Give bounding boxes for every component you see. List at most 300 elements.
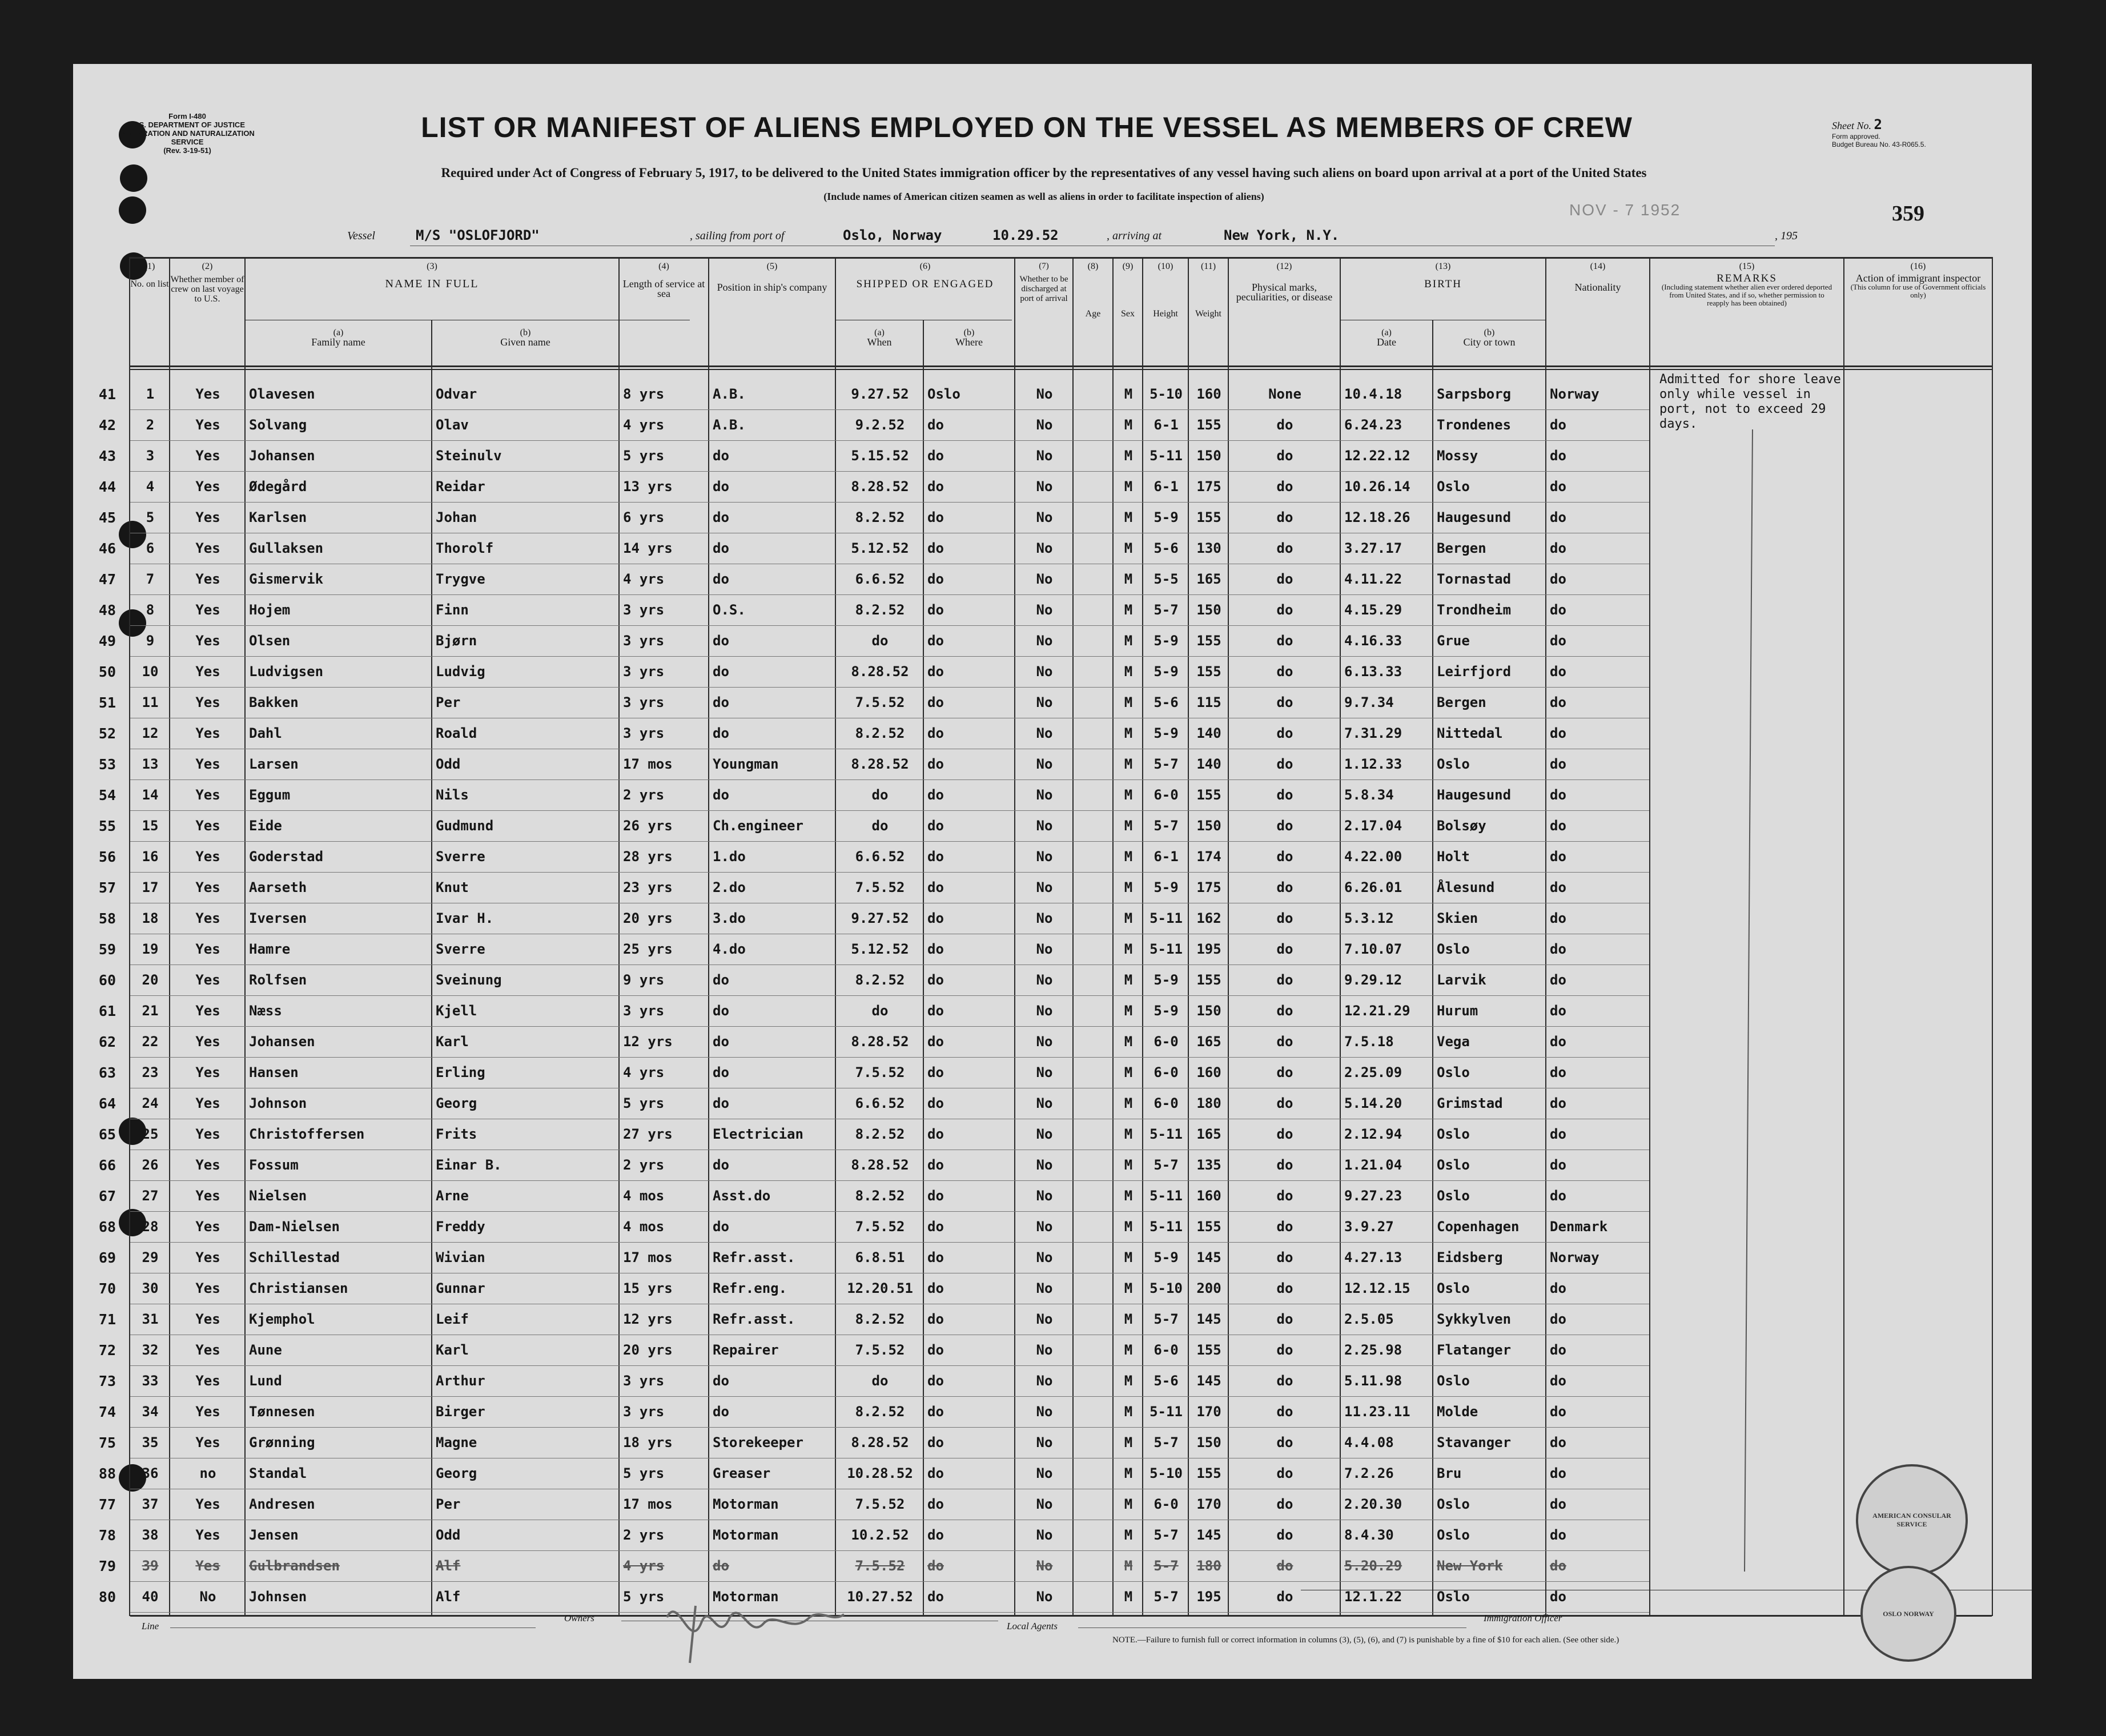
sailing-date: 10.29.52 xyxy=(992,227,1059,243)
cell-giv: Wivian xyxy=(436,1249,485,1265)
cell-wt: 135 xyxy=(1196,1157,1221,1173)
cell-prev: Yes xyxy=(195,1034,220,1050)
cell-bdate: 5.8.34 xyxy=(1344,787,1394,803)
cell-where: do xyxy=(927,1434,944,1450)
cell-where: do xyxy=(927,1003,944,1019)
cell-no: 29 xyxy=(142,1249,159,1265)
cell-no: 37 xyxy=(142,1496,159,1512)
cell-dis: No xyxy=(1036,509,1053,525)
col-12-header: (12) Physical marks, peculiarities, or disease xyxy=(1236,262,1333,303)
cell-giv: Magne xyxy=(436,1434,477,1450)
cell-giv: Birger xyxy=(436,1404,485,1420)
cell-fam: Ludvigsen xyxy=(249,664,324,680)
cell-nat: do xyxy=(1550,417,1566,433)
cell-marks: do xyxy=(1276,1434,1293,1450)
cell-ht: 5-9 xyxy=(1154,1249,1179,1265)
cell-wt: 145 xyxy=(1196,1527,1221,1543)
cell-dis: No xyxy=(1036,1527,1053,1543)
cell-fam: Gismervik xyxy=(249,571,324,587)
cell-nat: do xyxy=(1550,787,1566,803)
footer-line-label: Line xyxy=(142,1621,159,1631)
cell-fam: Olavesen xyxy=(249,386,315,402)
cell-nat: do xyxy=(1550,1034,1566,1050)
cell-prev: Yes xyxy=(195,602,220,618)
cell-prev: Yes xyxy=(195,818,220,834)
cell-svc: 23 yrs xyxy=(623,879,673,895)
cell-sex: M xyxy=(1124,1465,1133,1481)
cell-marks: do xyxy=(1276,571,1293,587)
cell-no: 23 xyxy=(142,1064,159,1080)
crew-row xyxy=(73,1088,2032,1119)
cell-city: Ålesund xyxy=(1437,879,1495,895)
cell-sex: M xyxy=(1124,1188,1133,1204)
cell-no: 21 xyxy=(142,1003,159,1019)
cell-nat: do xyxy=(1550,1496,1566,1512)
cell-dis: No xyxy=(1036,1342,1053,1358)
cell-ht: 5-10 xyxy=(1150,386,1183,402)
cell-pos: 4.do xyxy=(713,941,746,957)
cell-pos: 1.do xyxy=(713,849,746,865)
cell-fam: Larsen xyxy=(249,756,299,772)
cell-bdate: 2.5.05 xyxy=(1344,1311,1394,1327)
cell-prev: Yes xyxy=(195,1219,220,1235)
cell-pos: do xyxy=(713,725,729,741)
crew-row xyxy=(73,1335,2032,1366)
cell-where: do xyxy=(927,910,944,926)
cell-when: 7.5.52 xyxy=(855,694,905,710)
cell-when: 8.2.52 xyxy=(855,725,905,741)
cell-sex: M xyxy=(1124,417,1133,433)
cell-no: 26 xyxy=(142,1157,159,1173)
col-2-header: (2) Whether member of crew on last voyage to U.S. xyxy=(170,262,244,304)
cell-ht: 6-0 xyxy=(1154,1342,1179,1358)
cell-bdate: 10.4.18 xyxy=(1344,386,1402,402)
crew-row xyxy=(73,1058,2032,1088)
cell-sex: M xyxy=(1124,910,1133,926)
margin-line-number: 72 xyxy=(98,1342,116,1359)
cell-wt: 155 xyxy=(1196,1465,1221,1481)
cell-marks: do xyxy=(1276,787,1293,803)
cell-city: Oslo xyxy=(1437,1188,1470,1204)
cell-nat: do xyxy=(1550,818,1566,834)
cell-ht: 5-9 xyxy=(1154,1003,1179,1019)
cell-dis: No xyxy=(1036,1064,1053,1080)
cell-nat: do xyxy=(1550,1342,1566,1358)
cell-pos: do xyxy=(713,1404,729,1420)
vessel-line: Vessel M/S "OSLOFJORD" , sailing from port of Oslo, Norway 10.29.52 , arriving at New York, N.Y. , 195 xyxy=(347,227,1798,243)
cell-sex: M xyxy=(1124,818,1133,834)
cell-city: Sarpsborg xyxy=(1437,386,1512,402)
col-6a-header: (a) When xyxy=(867,328,892,348)
margin-line-number: 61 xyxy=(98,1003,116,1019)
crew-row xyxy=(73,626,2032,657)
cell-dis: No xyxy=(1036,417,1053,433)
cell-marks: do xyxy=(1276,1157,1293,1173)
cell-bdate: 11.23.11 xyxy=(1344,1404,1410,1420)
cell-no: 11 xyxy=(142,694,159,710)
cell-giv: Gunnar xyxy=(436,1280,485,1296)
cell-svc: 2 yrs xyxy=(623,1527,665,1543)
cell-bdate: 1.12.33 xyxy=(1344,756,1402,772)
cell-dis: No xyxy=(1036,787,1053,803)
cell-marks: do xyxy=(1276,879,1293,895)
cell-fam: Dahl xyxy=(249,725,282,741)
cell-giv: Georg xyxy=(436,1465,477,1481)
crew-row xyxy=(73,441,2032,472)
vessel-name: M/S "OSLOFJORD" xyxy=(416,227,540,243)
cell-sex: M xyxy=(1124,1527,1133,1543)
cell-pos: do xyxy=(713,972,729,988)
cell-no: 25 xyxy=(142,1126,159,1142)
cell-giv: Georg xyxy=(436,1095,477,1111)
cell-marks: do xyxy=(1276,1465,1293,1481)
cell-when: 8.2.52 xyxy=(855,1404,905,1420)
cell-ht: 5-10 xyxy=(1150,1280,1183,1296)
cell-dis: No xyxy=(1036,1034,1053,1050)
cell-where: do xyxy=(927,941,944,957)
cell-giv: Karl xyxy=(436,1342,469,1358)
crew-row xyxy=(73,1489,2032,1520)
margin-line-number: 47 xyxy=(98,571,116,588)
cell-nat: do xyxy=(1550,1126,1566,1142)
cell-dis: No xyxy=(1036,602,1053,618)
crew-row xyxy=(73,688,2032,718)
cell-nat: do xyxy=(1550,1064,1566,1080)
cell-sex: M xyxy=(1124,1373,1133,1389)
margin-line-number: 74 xyxy=(98,1404,116,1420)
cell-when: 9.2.52 xyxy=(855,417,905,433)
cell-ht: 5-10 xyxy=(1150,1465,1183,1481)
col-3a-header: (a) Family name xyxy=(311,328,365,348)
cell-sex: M xyxy=(1124,633,1133,649)
cell-fam: Kjemphol xyxy=(249,1311,315,1327)
cell-pos: do xyxy=(713,1373,729,1389)
cell-ht: 5-7 xyxy=(1154,1311,1179,1327)
cell-where: do xyxy=(927,1188,944,1204)
cell-svc: 4 yrs xyxy=(623,1064,665,1080)
cell-fam: Gulbrandsen xyxy=(249,1558,340,1574)
cell-nat: do xyxy=(1550,633,1566,649)
cell-sex: M xyxy=(1124,540,1133,556)
cell-ht: 5-9 xyxy=(1154,664,1179,680)
cell-fam: Christiansen xyxy=(249,1280,348,1296)
cell-city: Oslo xyxy=(1437,1126,1470,1142)
cell-when: do xyxy=(871,787,889,803)
cell-dis: No xyxy=(1036,1188,1053,1204)
cell-prev: Yes xyxy=(195,448,220,464)
cell-marks: do xyxy=(1276,756,1293,772)
cell-dis: No xyxy=(1036,540,1053,556)
cell-svc: 4 mos xyxy=(623,1188,665,1204)
cell-giv: Roald xyxy=(436,725,477,741)
crew-row xyxy=(73,934,2032,965)
cell-where: do xyxy=(927,787,944,803)
cell-bdate: 7.10.07 xyxy=(1344,941,1402,957)
cell-city: Bru xyxy=(1437,1465,1462,1481)
sheet-number-block: Sheet No. 2 Form approved. Budget Bureau No. 43-R065.5. xyxy=(1832,116,1926,148)
cell-nat: do xyxy=(1550,756,1566,772)
cell-when: 8.2.52 xyxy=(855,1311,905,1327)
cell-ht: 5-6 xyxy=(1154,694,1179,710)
cell-no: 34 xyxy=(142,1404,159,1420)
cell-bdate: 5.20.29 xyxy=(1344,1558,1402,1574)
cell-nat: Norway xyxy=(1550,386,1599,402)
cell-svc: 12 yrs xyxy=(623,1311,673,1327)
cell-sex: M xyxy=(1124,1404,1133,1420)
cell-when: 8.28.52 xyxy=(851,1034,909,1050)
cell-giv: Arthur xyxy=(436,1373,485,1389)
crew-row xyxy=(73,842,2032,873)
crew-row xyxy=(73,503,2032,533)
cell-pos: do xyxy=(713,509,729,525)
cell-bdate: 10.26.14 xyxy=(1344,479,1410,495)
cell-marks: do xyxy=(1276,1126,1293,1142)
cell-pos: do xyxy=(713,787,729,803)
margin-line-number: 80 xyxy=(98,1589,116,1605)
cell-pos: Refr.asst. xyxy=(713,1311,795,1327)
cell-giv: Odd xyxy=(436,756,461,772)
cell-where: do xyxy=(927,1064,944,1080)
cell-city: Oslo xyxy=(1437,756,1470,772)
cell-no: 2 xyxy=(146,417,155,433)
cell-where: do xyxy=(927,818,944,834)
cell-city: Grimstad xyxy=(1437,1095,1503,1111)
cell-pos: do xyxy=(713,1558,729,1574)
cell-prev: Yes xyxy=(195,879,220,895)
cell-prev: Yes xyxy=(195,1095,220,1111)
cell-bdate: 12.21.29 xyxy=(1344,1003,1410,1019)
cell-sex: M xyxy=(1124,1219,1133,1235)
cell-when: 8.28.52 xyxy=(851,756,909,772)
crew-row xyxy=(73,533,2032,564)
margin-line-number: 42 xyxy=(98,417,116,433)
cell-dis: No xyxy=(1036,694,1053,710)
cell-sex: M xyxy=(1124,1157,1133,1173)
cell-marks: do xyxy=(1276,1003,1293,1019)
cell-when: 7.5.52 xyxy=(855,1496,905,1512)
cell-bdate: 12.12.15 xyxy=(1344,1280,1410,1296)
cell-no: 1 xyxy=(146,386,155,402)
cell-city: Haugesund xyxy=(1437,509,1512,525)
crew-row xyxy=(73,1027,2032,1058)
cell-where: do xyxy=(927,694,944,710)
col-3b-header: (b) Given name xyxy=(500,328,550,348)
cell-pos: A.B. xyxy=(713,386,746,402)
footer-officer-label: Immigration Officer xyxy=(1484,1613,1562,1624)
cell-marks: do xyxy=(1276,1188,1293,1204)
cell-bdate: 9.7.34 xyxy=(1344,694,1394,710)
cell-bdate: 1.21.04 xyxy=(1344,1157,1402,1173)
cell-city: Trondheim xyxy=(1437,602,1512,618)
cell-svc: 5 yrs xyxy=(623,1465,665,1481)
cell-svc: 28 yrs xyxy=(623,849,673,865)
cell-svc: 4 yrs xyxy=(623,571,665,587)
cell-prev: Yes xyxy=(195,1558,220,1574)
cell-city: Oslo xyxy=(1437,1064,1470,1080)
cell-marks: do xyxy=(1276,694,1293,710)
col-11-header: (11) Weight xyxy=(1195,262,1221,319)
cell-marks: do xyxy=(1276,602,1293,618)
cell-nat: do xyxy=(1550,1558,1566,1574)
cell-giv: Steinulv xyxy=(436,448,502,464)
cell-sex: M xyxy=(1124,756,1133,772)
cell-no: 33 xyxy=(142,1373,159,1389)
cell-ht: 5-11 xyxy=(1150,1126,1183,1142)
cell-pos: Storekeeper xyxy=(713,1434,803,1450)
cell-bdate: 4.11.22 xyxy=(1344,571,1402,587)
cell-fam: Hojem xyxy=(249,602,291,618)
cell-when: do xyxy=(871,633,889,649)
cell-no: 6 xyxy=(146,540,155,556)
cell-dis: No xyxy=(1036,725,1053,741)
cell-pos: 2.do xyxy=(713,879,746,895)
cell-city: Eidsberg xyxy=(1437,1249,1503,1265)
cell-when: 8.2.52 xyxy=(855,1126,905,1142)
cell-sex: M xyxy=(1124,787,1133,803)
cell-fam: Johnsen xyxy=(249,1589,307,1605)
cell-nat: do xyxy=(1550,694,1566,710)
crew-row xyxy=(73,1243,2032,1273)
cell-sex: M xyxy=(1124,571,1133,587)
cell-dis: No xyxy=(1036,910,1053,926)
cell-prev: Yes xyxy=(195,1249,220,1265)
cell-nat: do xyxy=(1550,1095,1566,1111)
cell-svc: 3 yrs xyxy=(623,602,665,618)
cell-wt: 195 xyxy=(1196,1589,1221,1605)
cell-pos: A.B. xyxy=(713,417,746,433)
cell-marks: do xyxy=(1276,540,1293,556)
cell-fam: Grønning xyxy=(249,1434,315,1450)
cell-prev: Yes xyxy=(195,1496,220,1512)
cell-nat: do xyxy=(1550,509,1566,525)
cell-city: Stavanger xyxy=(1437,1434,1512,1450)
cell-bdate: 9.29.12 xyxy=(1344,972,1402,988)
cell-sex: M xyxy=(1124,1249,1133,1265)
cell-bdate: 4.4.08 xyxy=(1344,1434,1394,1450)
cell-bdate: 12.18.26 xyxy=(1344,509,1410,525)
cell-svc: 3 yrs xyxy=(623,1373,665,1389)
cell-fam: Goderstad xyxy=(249,849,324,865)
margin-line-number: 73 xyxy=(98,1373,116,1389)
cell-bdate: 5.11.98 xyxy=(1344,1373,1402,1389)
cell-svc: 17 mos xyxy=(623,756,673,772)
margin-line-number: 43 xyxy=(98,448,116,464)
cell-sex: M xyxy=(1124,1311,1133,1327)
cell-dis: No xyxy=(1036,386,1053,402)
cell-city: Larvik xyxy=(1437,972,1486,988)
cell-ht: 5-6 xyxy=(1154,540,1179,556)
manifest-sheet xyxy=(73,64,2032,1679)
col-4-header: (4) Length of service at sea xyxy=(622,262,705,299)
cell-prev: Yes xyxy=(195,633,220,649)
cell-wt: 170 xyxy=(1196,1496,1221,1512)
cell-nat: do xyxy=(1550,1465,1566,1481)
margin-line-number: 54 xyxy=(98,787,116,803)
cell-giv: Sveinung xyxy=(436,972,502,988)
cell-marks: do xyxy=(1276,910,1293,926)
cell-svc: 9 yrs xyxy=(623,972,665,988)
cell-ht: 5-9 xyxy=(1154,633,1179,649)
page-title: LIST OR MANIFEST OF ALIENS EMPLOYED ON THE VESSEL AS MEMBERS OF CREW xyxy=(421,111,1633,143)
cell-sex: M xyxy=(1124,386,1133,402)
cell-when: 7.5.52 xyxy=(855,1342,905,1358)
cell-ht: 5-9 xyxy=(1154,972,1179,988)
cell-pos: Motorman xyxy=(713,1589,779,1605)
cell-giv: Freddy xyxy=(436,1219,485,1235)
cell-dis: No xyxy=(1036,1157,1053,1173)
margin-line-number: 66 xyxy=(98,1157,116,1174)
cell-no: 9 xyxy=(146,633,155,649)
cell-wt: 155 xyxy=(1196,417,1221,433)
cell-ht: 6-0 xyxy=(1154,1496,1179,1512)
cell-fam: Karlsen xyxy=(249,509,307,525)
cell-where: do xyxy=(927,1558,944,1574)
cell-fam: Ødegård xyxy=(249,479,307,495)
cell-wt: 174 xyxy=(1196,849,1221,865)
consular-seal: AMERICAN CONSULAR SERVICE xyxy=(1856,1464,1968,1576)
cell-when: 7.5.52 xyxy=(855,879,905,895)
cell-dis: No xyxy=(1036,972,1053,988)
cell-wt: 145 xyxy=(1196,1311,1221,1327)
cell-sex: M xyxy=(1124,1034,1133,1050)
cell-where: do xyxy=(927,1527,944,1543)
cell-wt: 170 xyxy=(1196,1404,1221,1420)
cell-wt: 155 xyxy=(1196,664,1221,680)
margin-line-number: 79 xyxy=(98,1558,116,1574)
cell-svc: 5 yrs xyxy=(623,1095,665,1111)
cell-where: do xyxy=(927,602,944,618)
margin-line-number: 56 xyxy=(98,849,116,865)
cell-prev: Yes xyxy=(195,1003,220,1019)
col-13b-header: (b) City or town xyxy=(1463,328,1516,348)
margin-line-number: 63 xyxy=(98,1064,116,1081)
cell-dis: No xyxy=(1036,818,1053,834)
crew-row xyxy=(73,811,2032,842)
cell-bdate: 9.27.23 xyxy=(1344,1188,1402,1204)
cell-pos: Asst.do xyxy=(713,1188,771,1204)
cell-city: Grue xyxy=(1437,633,1470,649)
cell-marks: do xyxy=(1276,1558,1293,1574)
cell-svc: 5 yrs xyxy=(623,448,665,464)
cell-svc: 3 yrs xyxy=(623,1404,665,1420)
cell-no: 30 xyxy=(142,1280,159,1296)
cell-nat: do xyxy=(1550,540,1566,556)
cell-bdate: 8.4.30 xyxy=(1344,1527,1394,1543)
footer-agents-label: Local Agents xyxy=(1007,1621,1058,1631)
cell-prev: Yes xyxy=(195,941,220,957)
cell-sex: M xyxy=(1124,602,1133,618)
cell-bdate: 3.9.27 xyxy=(1344,1219,1394,1235)
cell-svc: 5 yrs xyxy=(623,1589,665,1605)
cell-svc: 25 yrs xyxy=(623,941,673,957)
cell-when: 8.28.52 xyxy=(851,664,909,680)
cell-nat: do xyxy=(1550,910,1566,926)
cell-marks: do xyxy=(1276,1064,1293,1080)
cell-giv: Gudmund xyxy=(436,818,494,834)
margin-line-number: 51 xyxy=(98,694,116,711)
cell-city: Leirfjord xyxy=(1437,664,1512,680)
cell-marks: do xyxy=(1276,633,1293,649)
cell-wt: 155 xyxy=(1196,509,1221,525)
cell-sex: M xyxy=(1124,479,1133,495)
cell-ht: 5-11 xyxy=(1150,1219,1183,1235)
cell-city: Bolsøy xyxy=(1437,818,1486,834)
cell-dis: No xyxy=(1036,479,1053,495)
cell-city: Haugesund xyxy=(1437,787,1512,803)
cell-pos: do xyxy=(713,448,729,464)
cell-sex: M xyxy=(1124,725,1133,741)
cell-when: do xyxy=(871,818,889,834)
